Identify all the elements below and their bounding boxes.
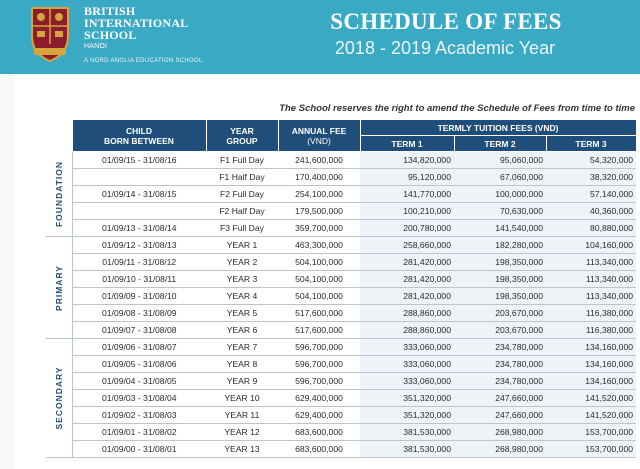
term-2-fee-cell: 198,350,000 (454, 271, 546, 288)
table-row (46, 356, 636, 373)
born-between-cell: 01/09/11 - 31/08/12 (72, 254, 206, 271)
year-group-cell: F2 Full Day (206, 186, 278, 203)
table-row (46, 288, 636, 305)
term-3-fee-cell: 141,520,000 (546, 407, 636, 424)
term-2-fee-cell: 234,780,000 (454, 339, 546, 356)
term-2-fee-cell: 234,780,000 (454, 356, 546, 373)
term-3-fee-cell: 134,160,000 (546, 356, 636, 373)
year-group-cell: YEAR 9 (206, 373, 278, 390)
born-between-cell: 01/09/03 - 31/08/04 (72, 390, 206, 407)
section-label-primary (46, 237, 72, 339)
term-2-fee-cell: 203,670,000 (454, 305, 546, 322)
term-1-fee-cell: 333,060,000 (360, 339, 454, 356)
year-group-cell: YEAR 4 (206, 288, 278, 305)
table-row (46, 203, 636, 220)
born-between-cell: 01/09/05 - 31/08/06 (72, 356, 206, 373)
year-group-cell: YEAR 12 (206, 424, 278, 441)
school-name-line-2: INTERNATIONAL (84, 16, 189, 30)
born-between-cell: 01/09/04 - 31/08/05 (72, 373, 206, 390)
col-termly-header: TERMLY TUITION FEES (VND) (360, 120, 636, 136)
table-row (46, 373, 636, 390)
term-2-fee-cell: 203,670,000 (454, 322, 546, 339)
year-group-cell: YEAR 7 (206, 339, 278, 356)
born-between-cell: 01/09/06 - 31/08/07 (72, 339, 206, 356)
term-1-fee-cell: 281,420,000 (360, 271, 454, 288)
term-1-fee-cell: 258,660,000 (360, 237, 454, 254)
table-row (46, 169, 636, 186)
born-between-cell (72, 169, 206, 186)
annual-fee-cell: 683,600,000 (278, 424, 360, 441)
term-3-fee-cell: 134,160,000 (546, 339, 636, 356)
school-crest-icon (28, 4, 72, 64)
term-2-fee-cell: 95,060,000 (454, 152, 546, 169)
table-row (46, 424, 636, 441)
term-3-fee-cell: 40,360,000 (546, 203, 636, 220)
term-3-fee-cell: 104,160,000 (546, 237, 636, 254)
year-group-cell: F2 Half Day (206, 203, 278, 220)
year-group-cell: YEAR 8 (206, 356, 278, 373)
term-3-fee-cell: 113,340,000 (546, 254, 636, 271)
table-row (46, 407, 636, 424)
table-row (46, 441, 636, 458)
school-name-line-3: SCHOOL (84, 28, 137, 42)
school-name-line-1: BRITISH (84, 4, 136, 18)
term-1-fee-cell: 288,860,000 (360, 305, 454, 322)
annual-fee-cell: 629,400,000 (278, 407, 360, 424)
term-2-fee-cell: 198,350,000 (454, 288, 546, 305)
born-between-cell: 01/09/00 - 31/08/01 (72, 441, 206, 458)
term-2-fee-cell: 100,000,000 (454, 186, 546, 203)
term-2-fee-cell: 247,660,000 (454, 407, 546, 424)
born-between-cell: 01/09/14 - 31/08/15 (72, 186, 206, 203)
year-group-cell: YEAR 3 (206, 271, 278, 288)
annual-fee-cell: 596,700,000 (278, 373, 360, 390)
term-3-fee-cell: 134,160,000 (546, 373, 636, 390)
term-1-fee-cell: 288,860,000 (360, 322, 454, 339)
term-2-fee-cell: 234,780,000 (454, 373, 546, 390)
term-3-fee-cell: 54,320,000 (546, 152, 636, 169)
term-1-fee-cell: 381,530,000 (360, 441, 454, 458)
term-1-fee-cell: 141,770,000 (360, 186, 454, 203)
annual-fee-cell: 359,700,000 (278, 220, 360, 237)
annual-fee-cell: 254,100,000 (278, 186, 360, 203)
section-name: SECONDARY (53, 366, 64, 430)
term-2-fee-cell: 198,350,000 (454, 254, 546, 271)
col-term-1: TERM 1 (360, 136, 454, 152)
annual-fee-cell: 517,600,000 (278, 305, 360, 322)
born-between-cell: 01/09/08 - 31/08/09 (72, 305, 206, 322)
page-title: SCHEDULE OF FEES (330, 9, 562, 34)
term-1-fee-cell: 95,120,000 (360, 169, 454, 186)
table-row (46, 254, 636, 271)
table-row (46, 237, 636, 254)
term-1-fee-cell: 351,320,000 (360, 407, 454, 424)
section-label-secondary (46, 339, 72, 458)
annual-fee-cell: 596,700,000 (278, 339, 360, 356)
term-1-fee-cell: 134,820,000 (360, 152, 454, 169)
year-group-cell: YEAR 11 (206, 407, 278, 424)
term-1-fee-cell: 200,780,000 (360, 220, 454, 237)
term-1-fee-cell: 351,320,000 (360, 390, 454, 407)
term-3-fee-cell: 38,320,000 (546, 169, 636, 186)
col-term-3: TERM 3 (546, 136, 636, 152)
year-group-cell: YEAR 5 (206, 305, 278, 322)
born-between-cell: 01/09/10 - 31/08/11 (72, 271, 206, 288)
born-between-cell: 01/09/07 - 31/08/08 (72, 322, 206, 339)
table-row (46, 305, 636, 322)
term-3-fee-cell: 113,340,000 (546, 271, 636, 288)
born-between-cell: 01/09/12 - 31/08/13 (72, 237, 206, 254)
born-between-cell: 01/09/09 - 31/08/10 (72, 288, 206, 305)
school-city: HANOI (84, 43, 108, 50)
year-group-cell: YEAR 6 (206, 322, 278, 339)
table-row (46, 152, 636, 169)
year-group-cell: F1 Full Day (206, 152, 278, 169)
table-row (46, 339, 636, 356)
term-3-fee-cell: 153,700,000 (546, 424, 636, 441)
section-label-foundation (46, 152, 72, 237)
section-name: PRIMARY (53, 264, 64, 311)
section-name: FOUNDATION (53, 160, 64, 227)
term-3-fee-cell: 116,380,000 (546, 322, 636, 339)
year-group-cell: YEAR 1 (206, 237, 278, 254)
annual-fee-cell: 504,100,000 (278, 271, 360, 288)
term-2-fee-cell: 141,540,000 (454, 220, 546, 237)
annual-fee-cell: 170,400,000 (278, 169, 360, 186)
annual-fee-cell: 504,100,000 (278, 254, 360, 271)
born-between-cell: 01/09/13 - 31/08/14 (72, 220, 206, 237)
table-row (46, 390, 636, 407)
term-3-fee-cell: 113,340,000 (546, 288, 636, 305)
col-year-header: YEAR GROUP (206, 120, 278, 152)
annual-fee-cell: 629,400,000 (278, 390, 360, 407)
table-row (46, 271, 636, 288)
term-1-fee-cell: 281,420,000 (360, 288, 454, 305)
born-between-cell: 01/09/15 - 31/08/16 (72, 152, 206, 169)
term-2-fee-cell: 70,630,000 (454, 203, 546, 220)
annual-fee-cell: 596,700,000 (278, 356, 360, 373)
year-group-cell: YEAR 10 (206, 390, 278, 407)
annual-fee-cell: 463,300,000 (278, 237, 360, 254)
term-3-fee-cell: 116,380,000 (546, 305, 636, 322)
term-1-fee-cell: 381,530,000 (360, 424, 454, 441)
annual-fee-cell: 241,600,000 (278, 152, 360, 169)
header-band (0, 0, 640, 74)
term-1-fee-cell: 333,060,000 (360, 356, 454, 373)
term-3-fee-cell: 153,700,000 (546, 441, 636, 458)
year-group-cell: F3 Full Day (206, 220, 278, 237)
term-2-fee-cell: 67,060,000 (454, 169, 546, 186)
born-between-cell (72, 203, 206, 220)
fees-table (46, 119, 637, 458)
school-name (84, 5, 188, 51)
term-2-fee-cell: 247,660,000 (454, 390, 546, 407)
table-row (46, 186, 636, 203)
col-child-header: CHILD BORN BETWEEN (72, 120, 206, 152)
term-1-fee-cell: 100,210,000 (360, 203, 454, 220)
term-2-fee-cell: 268,980,000 (454, 424, 546, 441)
term-3-fee-cell: 80,880,000 (546, 220, 636, 237)
annual-fee-cell: 179,500,000 (278, 203, 360, 220)
table-row (46, 322, 636, 339)
term-3-fee-cell: 57,140,000 (546, 186, 636, 203)
year-group-cell: YEAR 13 (206, 441, 278, 458)
col-annual-header: ANNUAL FEE (VND) (278, 120, 360, 152)
term-3-fee-cell: 141,520,000 (546, 390, 636, 407)
term-2-fee-cell: 182,280,000 (454, 237, 546, 254)
annual-fee-cell: 517,600,000 (278, 322, 360, 339)
col-term-2: TERM 2 (454, 136, 546, 152)
table-row (46, 220, 636, 237)
year-group-cell: F1 Half Day (206, 169, 278, 186)
annual-fee-cell: 504,100,000 (278, 288, 360, 305)
born-between-cell: 01/09/01 - 31/08/02 (72, 424, 206, 441)
term-2-fee-cell: 268,980,000 (454, 441, 546, 458)
term-1-fee-cell: 333,060,000 (360, 373, 454, 390)
header-blank (46, 120, 72, 152)
fees-table-body (46, 152, 636, 458)
term-1-fee-cell: 281,420,000 (360, 254, 454, 271)
amendment-notice: The School reserves the right to amend the Schedule of Fees from time to time (279, 103, 635, 114)
annual-fee-cell: 683,600,000 (278, 441, 360, 458)
school-tagline: A NORD ANGLIA EDUCATION SCHOOL (84, 58, 203, 64)
page-subtitle: 2018 - 2019 Academic Year (334, 38, 556, 58)
year-group-cell: YEAR 2 (206, 254, 278, 271)
born-between-cell: 01/09/02 - 31/08/03 (72, 407, 206, 424)
